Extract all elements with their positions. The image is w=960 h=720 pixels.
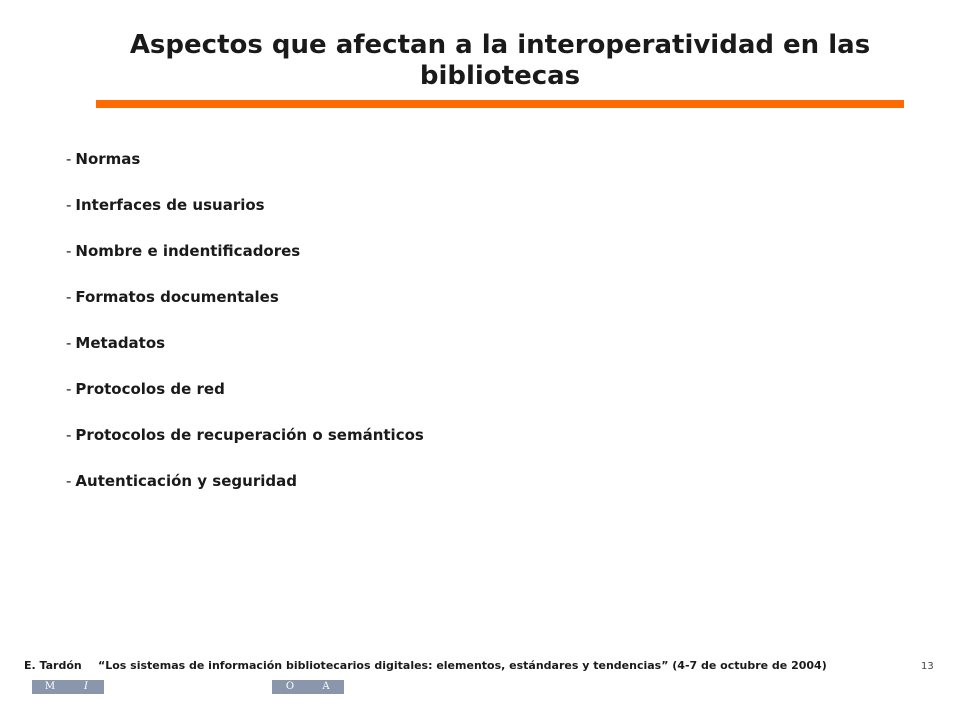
title-underline xyxy=(96,100,904,108)
footer-citation: “Los sistemas de información bibliotecarios digitales: elementos, estándares y tendencias” (4-7 de octubre de 2004) xyxy=(98,659,827,672)
nav-button-o[interactable]: O xyxy=(272,680,308,694)
list-item xyxy=(66,469,424,515)
dash-marker: - xyxy=(66,426,72,444)
footer-author: E. Tardón xyxy=(24,659,82,672)
dash-marker: - xyxy=(66,196,72,214)
dash-marker: - xyxy=(66,380,72,398)
dash-marker: - xyxy=(66,334,72,352)
list-item xyxy=(66,285,424,331)
list-item xyxy=(66,147,424,193)
nav-button-m[interactable]: M xyxy=(32,680,68,694)
dash-marker: - xyxy=(66,150,72,168)
list-item-label: Protocolos de red xyxy=(75,380,225,398)
list-item-label: Autenticación y seguridad xyxy=(75,472,297,490)
list-item-label: Nombre e indentificadores xyxy=(75,242,301,260)
list-item-label: Formatos documentales xyxy=(75,288,279,306)
nav-button-a[interactable]: A xyxy=(308,680,344,694)
list-item xyxy=(66,423,424,469)
list-item xyxy=(66,331,424,377)
list-item xyxy=(66,193,424,239)
dash-marker: - xyxy=(66,288,72,306)
nav-button-i[interactable]: I xyxy=(68,680,104,694)
topic-list xyxy=(66,147,424,515)
list-item-label: Protocolos de recuperación o semánticos xyxy=(75,426,424,444)
list-item-label: Interfaces de usuarios xyxy=(75,196,265,214)
list-item-label: Normas xyxy=(75,150,141,168)
page-number: 13 xyxy=(921,661,934,672)
dash-marker: - xyxy=(66,242,72,260)
slide-title: Aspectos que afectan a la interoperatividad en las bibliotecas xyxy=(129,30,871,91)
list-item xyxy=(66,377,424,423)
list-item-label: Metadatos xyxy=(75,334,166,352)
dash-marker: - xyxy=(66,472,72,490)
list-item xyxy=(66,239,424,285)
